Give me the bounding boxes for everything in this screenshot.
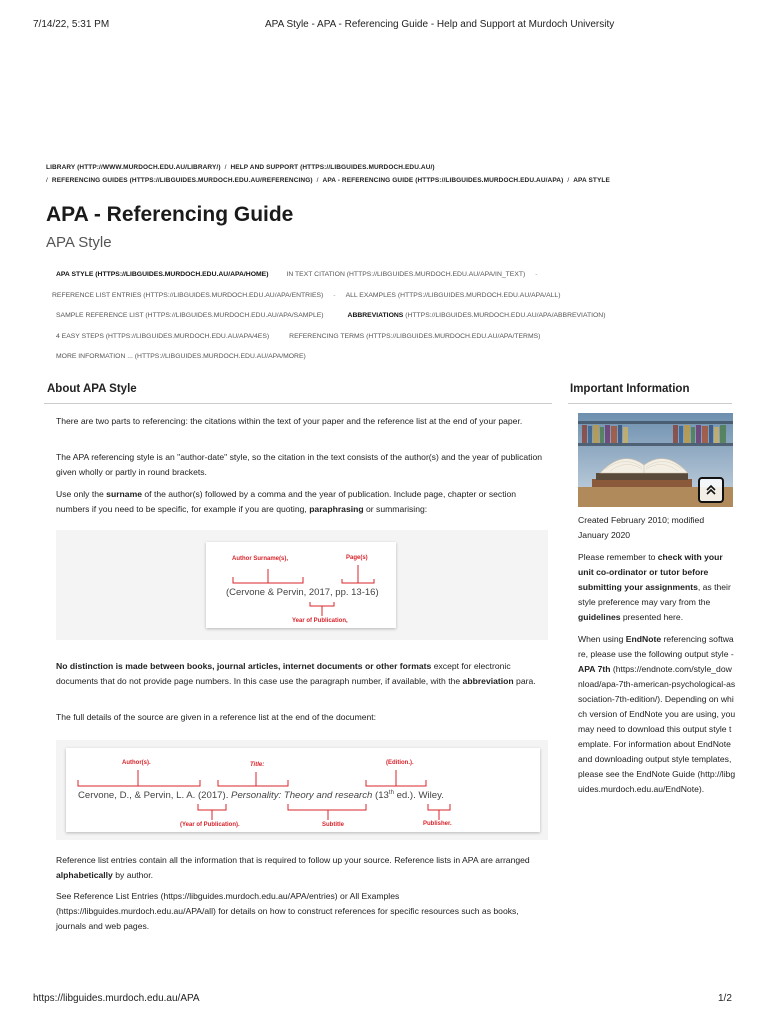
paraphrasing-link[interactable]: paraphrasing	[309, 504, 364, 514]
nav-abbreviations[interactable]: ABBREVIATIONS (HTTPS://LIBGUIDES.MURDOCH.EDU.AU/APA/ABBREVIATION)	[347, 312, 606, 319]
paragraph-reference-list: Reference list entries contain all the information that is required to follow up your source. Reference lists in APA are arranged alphabetically by author.	[56, 855, 530, 880]
paragraph-author-date: The APA referencing style is an "author-date" style, so the citation in the text consists of the author(s) and the year of publication given wholly or partly in round brackets.	[56, 452, 543, 477]
guide-nav-row-1: APA STYLE (HTTPS://LIBGUIDES.MURDOCH.EDU.AU/APA/HOME) IN TEXT CITATION (HTTPS://LIBGUIDES.MURDOCH.EDU.AU/APA/IN_TEXT) -	[56, 271, 538, 278]
apa-7th-link[interactable]: APA 7th	[578, 664, 611, 674]
label-year-publication: Year of Publication,	[292, 618, 348, 624]
page-title: APA - Referencing Guide	[46, 203, 294, 226]
citation-card	[206, 542, 396, 628]
label-year-of-publication: (Year of Publication).	[180, 822, 240, 828]
paragraph-no-distinction: No distinction is made between books, journal articles, internet documents or other formats except for electronic documents that do not provide page numbers. In this case use the paragraph number, if available, with the abbreviation para.	[56, 661, 536, 686]
library-books-image	[578, 413, 733, 507]
breadcrumb-referencing-link[interactable]: REFERENCING GUIDES (HTTPS://LIBGUIDES.MURDOCH.EDU.AU/REFERENCING)	[51, 177, 313, 184]
citation-brackets	[206, 542, 396, 628]
endnote-note: When using EndNote referencing software, please use the following output style - APA 7th (https://endnote.com/style_download/apa-7th-american-psychological-association-7th-edition/). Depending on which version of EndNote you are using, you may need to download this output style template. For information about EndNote and downloading output style templates, please see the EndNote Guide (http://libguides.murdoch.edu.au/EndNote).	[578, 634, 736, 794]
breadcrumb: LIBRARY (HTTP://WWW.MURDOCH.EDU.AU/LIBRARY/) / HELP AND SUPPORT (HTTPS://LIBGUIDES.MURDOCH.EDU.AU/)	[46, 164, 435, 171]
guide-nav-row-3	[56, 312, 605, 319]
paragraph-full-details: The full details of the source are given in a reference list at the end of the document:	[56, 712, 377, 722]
paragraph-two-parts: There are two parts to referencing: the citations within the text of your paper and the reference list at the end of your paper.	[56, 416, 523, 426]
breadcrumb-library-link[interactable]: LIBRARY (HTTP://WWW.MURDOCH.EDU.AU/LIBRARY/)	[46, 164, 221, 171]
label-publisher: Publisher.	[423, 821, 452, 827]
nav-all-examples[interactable]: ALL EXAMPLES (HTTPS://LIBGUIDES.MURDOCH.EDU.AU/APA/ALL)	[345, 292, 561, 299]
reference-entry-figure	[56, 740, 548, 840]
nav-sample-reference-list[interactable]: SAMPLE REFERENCE LIST (HTTPS://LIBGUIDES.MURDOCH.EDU.AU/APA/SAMPLE)	[56, 312, 324, 319]
reference-card	[66, 748, 540, 832]
paragraph-surname: Use only the surname of the author(s) followed by a comma and the year of publication. Include page, chapter or section numbers if you need to be specific, for example if you are quoting, paraphrasing or summarising:	[56, 489, 517, 514]
important-info-heading: Important Information	[570, 383, 690, 395]
print-page-title: APA Style - APA - Referencing Guide - Help and Support at Murdoch University	[265, 19, 615, 30]
remember-note: Please remember to check with your unit co-ordinator or tutor before submitting your assignments, as their style preference may vary from the guidelines presented here.	[578, 552, 731, 622]
label-edition: (Edition.).	[386, 760, 414, 766]
label-subtitle: Subtitle	[322, 822, 344, 828]
breadcrumb-current: APA STYLE	[573, 177, 610, 184]
nav-more-information[interactable]: MORE INFORMATION ... (HTTPS://LIBGUIDES.MURDOCH.EDU.AU/APA/MORE)	[56, 353, 306, 360]
label-title: Title:	[250, 762, 265, 768]
reference-example: Cervone, D., & Pervin, L. A. (2017). Personality: Theory and research (13th ed.). Wiley.	[78, 790, 444, 802]
abbreviation-link[interactable]: abbreviation	[462, 676, 514, 686]
nav-referencing-terms[interactable]: REFERENCING TERMS (HTTPS://LIBGUIDES.MURDOCH.EDU.AU/APA/TERMS)	[289, 333, 541, 340]
paragraph-see-entries: See Reference List Entries (https://libguides.murdoch.edu.au/APA/entries) or All Examples (https://libguides.murdoch.edu.au/APA/all) for details on how to construct references for specific resources such as books, journals and web pages.	[56, 891, 519, 931]
main-heading-divider	[44, 403, 552, 404]
guidelines-link[interactable]: guidelines	[578, 612, 621, 622]
citation-example: (Cervone & Pervin, 2017, pp. 13-16)	[226, 587, 379, 598]
created-date: Created February 2010; modified January 2020	[578, 515, 705, 540]
print-datetime: 7/14/22, 5:31 PM	[33, 19, 110, 30]
print-footer-url: https://libguides.murdoch.edu.au/APA	[33, 993, 200, 1004]
in-text-citation-figure	[56, 530, 548, 640]
guide-nav-row-4	[56, 333, 540, 340]
scroll-to-top-button[interactable]	[698, 477, 724, 503]
nav-4-easy-steps[interactable]: 4 EASY STEPS (HTTPS://LIBGUIDES.MURDOCH.EDU.AU/APA/4ES)	[56, 333, 270, 340]
sidebar-info	[578, 513, 736, 848]
guide-nav-row-2: REFERENCE LIST ENTRIES (HTTPS://LIBGUIDES.MURDOCH.EDU.AU/APA/ENTRIES) - ALL EXAMPLES (HTTPS://LIBGUIDES.MURDOCH.EDU.AU/APA/ALL)	[52, 292, 561, 299]
label-authors: Author(s).	[122, 760, 151, 766]
chevron-double-up-icon	[704, 483, 718, 497]
nav-reference-list-entries[interactable]: REFERENCE LIST ENTRIES (HTTPS://LIBGUIDES.MURDOCH.EDU.AU/APA/ENTRIES)	[52, 292, 324, 299]
nav-apa-style[interactable]: APA STYLE (HTTPS://LIBGUIDES.MURDOCH.EDU.AU/APA/HOME)	[56, 271, 269, 278]
page-subtitle: APA Style	[46, 234, 112, 251]
breadcrumb-apa-link[interactable]: APA - REFERENCING GUIDE (HTTPS://LIBGUIDES.MURDOCH.EDU.AU/APA)	[322, 177, 564, 184]
print-footer-page: 1/2	[718, 993, 732, 1004]
label-author-surname: Author Surname(s),	[232, 556, 289, 562]
label-pages: Page(s)	[346, 555, 368, 561]
breadcrumb-help-link[interactable]: HELP AND SUPPORT (HTTPS://LIBGUIDES.MURDOCH.EDU.AU/)	[230, 164, 435, 171]
nav-in-text-citation[interactable]: IN TEXT CITATION (HTTPS://LIBGUIDES.MURDOCH.EDU.AU/APA/IN_TEXT)	[286, 271, 526, 278]
breadcrumb-line-2: / REFERENCING GUIDES (HTTPS://LIBGUIDES.MURDOCH.EDU.AU/REFERENCING) / APA - REFERENCING GUIDE (HTTPS://LIBGUIDES.MURDOCH.EDU.AU/APA) / APA STYLE	[46, 177, 610, 184]
about-apa-heading: About APA Style	[47, 383, 137, 395]
sidebar-heading-divider	[568, 403, 732, 404]
